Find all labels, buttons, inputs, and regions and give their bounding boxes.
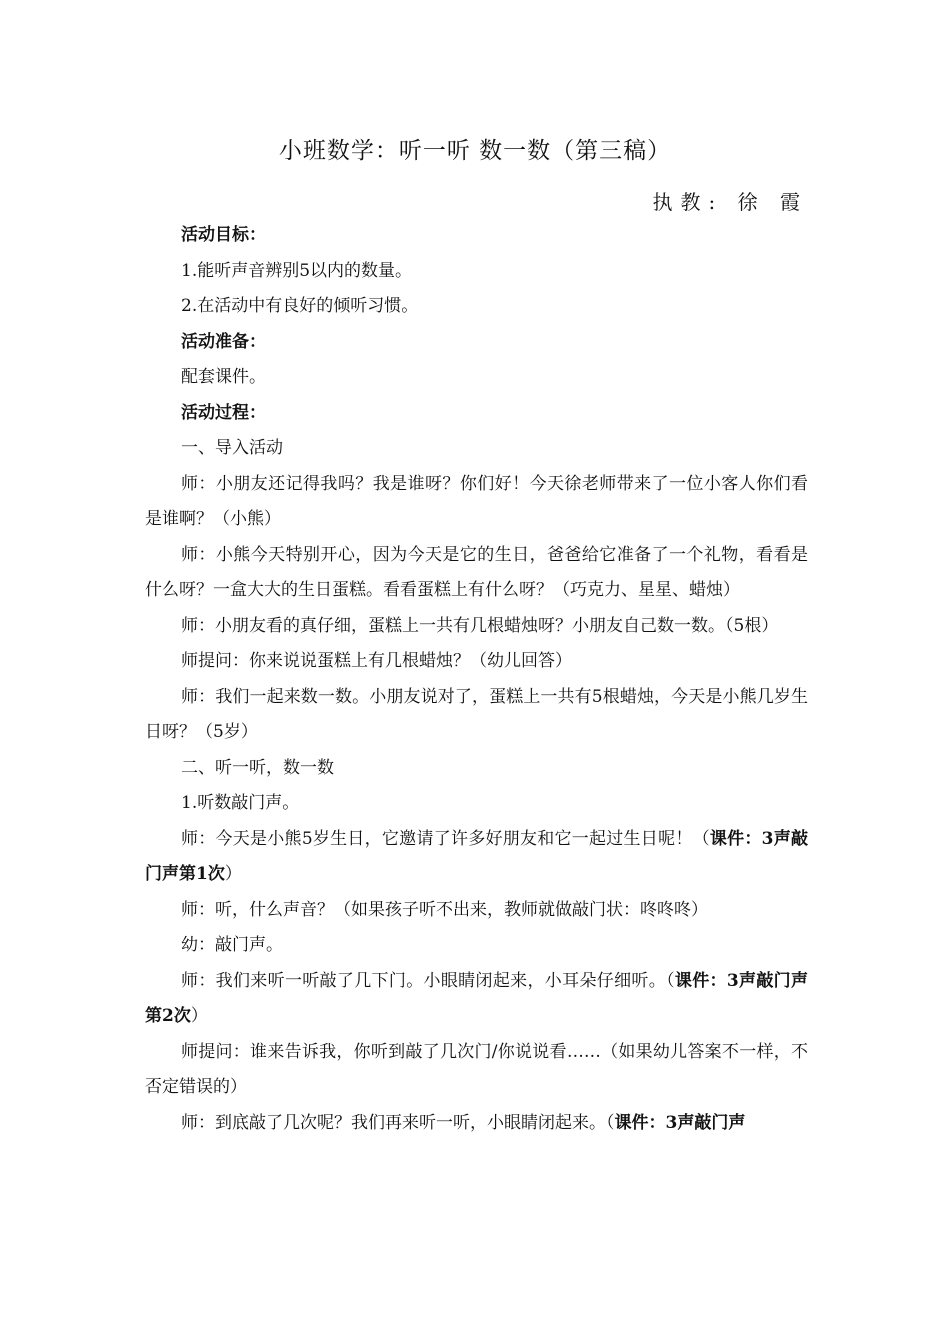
paragraph: 师：我们一起来数一数。小朋友说对了，蛋糕上一共有5根蜡烛，今天是小熊几岁生日呀？（5岁）	[145, 686, 808, 742]
paragraph	[145, 822, 808, 893]
paragraph-text: 师：今天是小熊5岁生日，它邀请了许多好朋友和它一起过生日呢！（	[181, 828, 710, 849]
paragraph	[145, 1106, 808, 1142]
paragraph: 师：听，什么声音？（如果孩子听不出来，教师就做敲门状：咚咚咚）	[181, 899, 708, 920]
paragraph: 师：小熊今天特别开心，因为今天是它的生日，爸爸给它准备了一个礼物，看看是什么呀？一盒大大的生日蛋糕。看看蛋糕上有什么呀？（巧克力、星星、蜡烛）	[145, 544, 808, 600]
heading-objectives: 活动目标：	[181, 225, 266, 245]
objective-2: 2.在活动中有良好的倾听习惯。	[181, 296, 419, 316]
author-line: 执教: 徐 霞	[652, 190, 808, 214]
paragraph-tail: ）	[224, 864, 242, 884]
preparation-text: 配套课件。	[181, 367, 266, 387]
paragraph-tail: ）	[190, 1006, 208, 1026]
paragraph: 师：小朋友还记得我吗？我是谁呀？你们好！今天徐老师带来了一位小客人你们看是谁啊？（小熊）	[145, 473, 808, 529]
paragraph: 师提问：你来说说蛋糕上有几根蜡烛？（幼儿回答）	[181, 651, 572, 671]
section-1-title: 一、导入活动	[181, 438, 283, 458]
paragraph: 师提问：谁来告诉我，你听到敲了几次门/你说说看……（如果幼儿答案不一样，不否定错误的）	[145, 1041, 808, 1097]
document-title: 小班数学：听一听 数一数（第三稿）	[278, 138, 672, 164]
paragraph-text: 师：我们来听一听敲了几下门。小眼睛闭起来，小耳朵仔细听。（	[181, 970, 675, 991]
courseware-note: 课件：3声敲门声	[614, 1112, 746, 1133]
paragraph-text: 师：到底敲了几次呢？我们再来听一听，小眼睛闭起来。（	[181, 1112, 615, 1133]
heading-preparation: 活动准备：	[181, 331, 266, 352]
document-body	[145, 218, 808, 1141]
heading-process: 活动过程：	[181, 402, 266, 423]
paragraph: 师：小朋友看的真仔细，蛋糕上一共有几根蜡烛呀？小朋友自己数一数。（5根）	[181, 615, 779, 636]
paragraph	[145, 964, 808, 1035]
paragraph: 幼：敲门声。	[181, 935, 283, 955]
objective-1: 1.能听声音辨别5以内的数量。	[181, 260, 413, 281]
subsection-title: 1.听数敲门声。	[181, 793, 300, 813]
courseware-note: 课件：3声敲门声第1次	[145, 828, 808, 884]
courseware-note: 课件：3声敲门声第2次	[145, 970, 808, 1026]
section-2-title: 二、听一听，数一数	[181, 757, 334, 778]
